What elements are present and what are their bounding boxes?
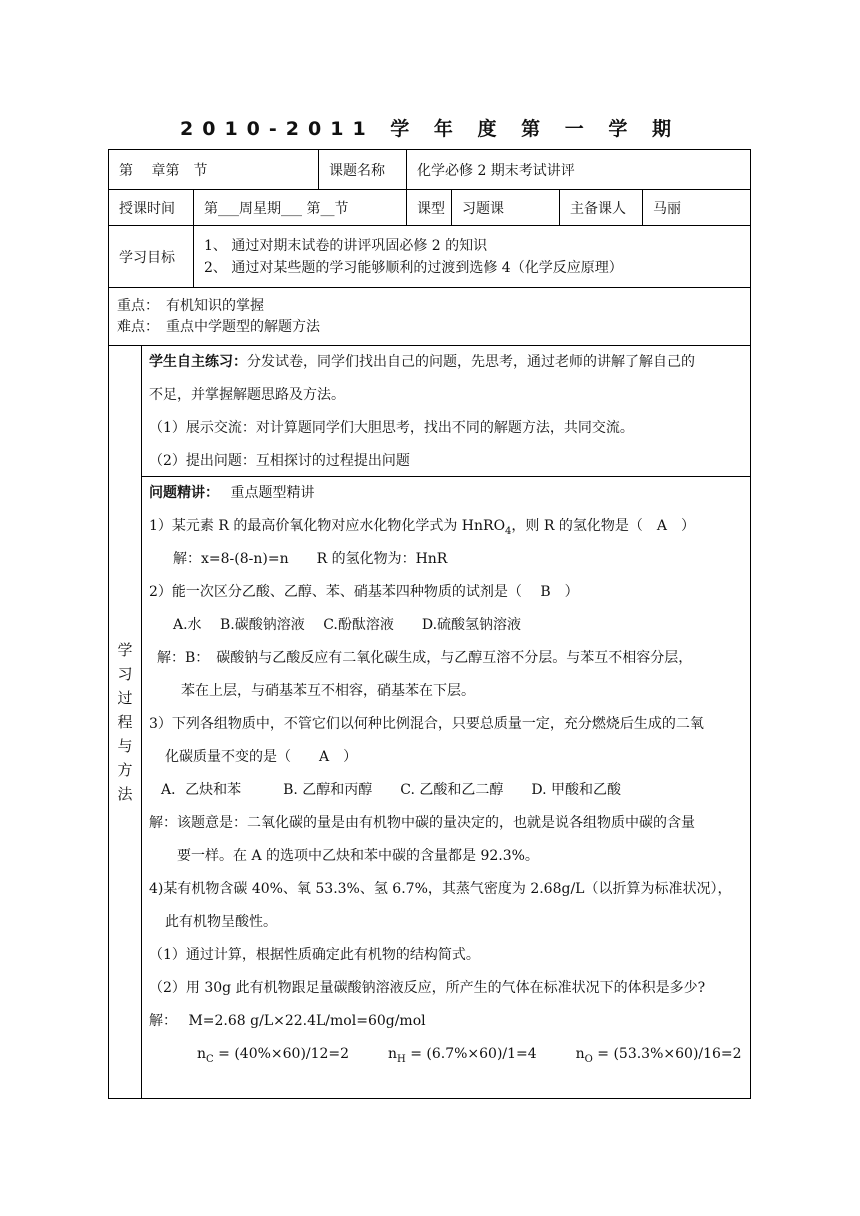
calc-h-sub: H [397, 1053, 406, 1065]
row-goals [109, 226, 750, 288]
focus-sub: 重点题型精讲 [212, 485, 315, 501]
q3-solution-1: 解：该题意是：二氧化碳的量是由有机物中碳的量决定的，也就是说各组物质中碳的含量 [149, 815, 695, 831]
calc-h-label: n [387, 1046, 398, 1062]
q3-solution-2: 要一样。在 A 的选项中乙炔和苯中碳的含量都是 92.3%。 [177, 848, 539, 864]
practice-text: 分发试卷，同学们找出自己的问题，先思考，通过老师的讲解了解自己的 [247, 354, 695, 370]
q2-solution-2: 苯在上层，与硝基苯互不相容，硝基苯在下层。 [181, 683, 475, 699]
q4-solution: 解： M=2.68 g/L×22.4L/mol=60g/mol [149, 1013, 426, 1029]
practice-line-2: 不足，并掌握解题思路及方法。 [149, 387, 345, 403]
side-char: 习 [117, 665, 133, 683]
topic-label: 课题名称 [318, 150, 406, 189]
side-char: 方 [117, 761, 133, 779]
time-label: 授课时间 [119, 200, 175, 217]
focus-title: 问题精讲： [149, 485, 212, 501]
page-title: 2010-2011 学 年 度 第 一 学 期 [180, 118, 680, 140]
focus-block [141, 477, 750, 1098]
chapter-cell: 第 章第 节 [119, 162, 208, 179]
key-point: 重点： 有机知识的掌握 [117, 298, 264, 314]
side-char: 与 [117, 737, 133, 755]
question-3-line-1: 3）下列各组物质中，不管它们以何种比例混合，只要总质量一定，充分燃烧后生成的二氧 [149, 716, 704, 732]
row-time [109, 190, 750, 226]
practice-item-2: （2）提出问题：互相探讨的过程提出问题 [149, 453, 410, 469]
q1-subscript: 4 [505, 525, 512, 537]
question-3-line-2: 化碳质量不变的是（ A ） [165, 749, 358, 765]
side-char: 法 [117, 785, 133, 803]
calc-c-label: n [197, 1046, 207, 1062]
q3-options: A．乙炔和苯 B. 乙醇和丙醇 C. 乙酸和乙二醇 D. 甲酸和乙酸 [161, 782, 622, 798]
focus-heading [149, 477, 742, 510]
row-process [109, 346, 750, 1098]
process-content [141, 346, 750, 1098]
row-chapter [109, 150, 750, 190]
process-side-label [109, 346, 142, 1098]
q4-item-1: （1）通过计算，根据性质确定此有机物的结构简式。 [149, 947, 480, 963]
teacher-value: 马丽 [642, 190, 750, 225]
type-value: 习题课 [451, 190, 559, 225]
calc-c-sub: C [206, 1053, 214, 1065]
goal-2: 2、 通过对某些题的学习能够顺利的过渡到选修 4（化学反应原理） [204, 259, 623, 276]
question-2: 2）能一次区分乙酸、乙醇、苯、硝基苯四种物质的试剂是（ B ） [149, 584, 579, 600]
practice-title: 学生自主练习： [149, 354, 247, 370]
question-4-line-2: 此有机物呈酸性。 [165, 914, 277, 930]
q4-item-2: （2）用 30g 此有机物跟足量碳酸钠溶液反应，所产生的气体在标准状况下的体积是多少? [149, 980, 706, 996]
side-char: 程 [117, 713, 133, 731]
difficulty-point: 难点： 重点中学题型的解题方法 [117, 319, 320, 335]
lesson-plan-table [108, 149, 751, 1099]
q1-solution: 解：x=8-(8-n)=n R 的氢化物为：HnR [173, 551, 448, 567]
calc-o-sub: O [584, 1053, 593, 1065]
practice-block [141, 346, 750, 477]
question-1 [149, 510, 742, 543]
q2-options: A.水 B.碳酸钠溶液 C.酚酞溶液 D.硫酸氢钠溶液 [173, 617, 522, 633]
row-key-points [109, 288, 750, 346]
question-4-line-1: 4)某有机物含碳 40%、氧 53.3%、氢 6.7%，其蒸气密度为 2.68g/L（以折算为标准状况）， [149, 881, 732, 897]
calc-o-value: = (53.3%×60)/16=2 [592, 1046, 742, 1062]
type-label: 课型 [406, 190, 451, 225]
side-char: 学 [117, 641, 133, 659]
goal-label: 学习目标 [119, 249, 175, 266]
q1-tail: ，则 R 的氢化物是（ A ） [511, 518, 695, 534]
q1-text: 1）某元素 R 的最高价氧化物对应水化物化学式为 HnRO [149, 518, 506, 534]
practice-item-1: （1）展示交流：对计算题同学们大胆思考，找出不同的解题方法，共同交流。 [149, 420, 634, 436]
calc-o-label: n [575, 1046, 585, 1062]
calc-h-value: = (6.7%×60)/1=4 [405, 1046, 537, 1062]
side-char: 过 [117, 689, 133, 707]
time-value: 第___周星期___ 第__节 [193, 190, 406, 225]
q4-calculation [149, 1038, 742, 1071]
calc-c-value: = (40%×60)/12=2 [213, 1046, 350, 1062]
topic-value: 化学必修 2 期末考试讲评 [406, 150, 750, 189]
goal-1: 1、 通过对期末试卷的讲评巩固必修 2 的知识 [204, 237, 488, 254]
goal-list [193, 226, 750, 287]
teacher-label: 主备课人 [559, 190, 642, 225]
q2-solution-1: 解：B： 碳酸钠与乙酸反应有二氧化碳生成，与乙醇互溶不分层。与苯互不相容分层， [157, 650, 693, 666]
practice-line-1 [149, 346, 742, 379]
